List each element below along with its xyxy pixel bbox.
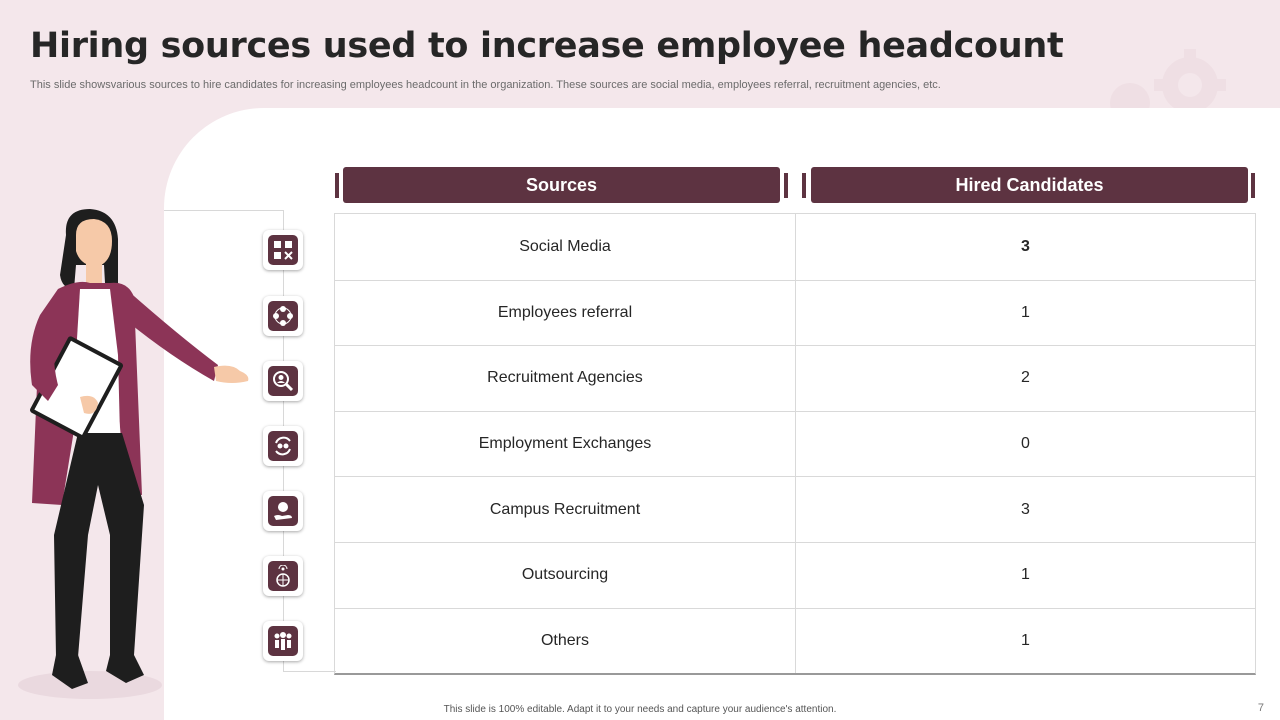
- slide-title: Hiring sources used to increase employee headcount: [30, 26, 1064, 66]
- source-icon-box: [263, 621, 303, 661]
- hiring-sources-table: [334, 213, 1256, 675]
- hired-count-cell: 1: [1021, 631, 1030, 649]
- social-media-icon: [272, 239, 294, 261]
- referral-network-icon: [272, 305, 294, 327]
- table-row: [335, 345, 1255, 411]
- header-tick: [802, 173, 806, 198]
- table-row: [335, 476, 1255, 542]
- hired-count-cell: 3: [1021, 500, 1030, 518]
- source-icon-box: [263, 361, 303, 401]
- table-row: [335, 608, 1255, 674]
- source-cell: Campus Recruitment: [335, 477, 796, 542]
- source-cell: Employees referral: [335, 281, 796, 346]
- connector-line-bottom: [284, 671, 336, 672]
- table-row: [335, 542, 1255, 608]
- slide-subtitle: This slide showsvarious sources to hire candidates for increasing employees headcount in the organization. These sources are social media, employees referral, recruitment agencies, etc.: [30, 79, 941, 91]
- hired-count-cell: 2: [1021, 369, 1030, 387]
- header-tick: [1251, 173, 1255, 198]
- globe-signal-icon: [272, 565, 294, 587]
- table-row: [335, 214, 1255, 280]
- hired-count-cell: 0: [1021, 435, 1030, 453]
- hired-candidates-header: Hired Candidates: [811, 167, 1248, 203]
- source-icon-box: [263, 426, 303, 466]
- header-tick: [784, 173, 788, 198]
- source-cell: Recruitment Agencies: [335, 346, 796, 411]
- page-number: 7: [1257, 702, 1264, 714]
- source-cell: Outsourcing: [335, 543, 796, 608]
- hired-count-cell: 1: [1021, 566, 1030, 584]
- source-icon-box: [263, 230, 303, 270]
- hired-count-cell: 3: [1021, 237, 1030, 255]
- footer-note: This slide is 100% editable. Adapt it to your needs and capture your audience's attention.: [443, 704, 837, 715]
- magnifier-person-icon: [272, 370, 294, 392]
- source-icon-box: [263, 556, 303, 596]
- hired-count-cell: 1: [1021, 303, 1030, 321]
- sources-header: Sources: [343, 167, 780, 203]
- gear-watermark-icon: [1090, 45, 1240, 115]
- source-cell: Others: [335, 609, 796, 674]
- source-icon-box: [263, 296, 303, 336]
- group-people-icon: [272, 630, 294, 652]
- table-row: [335, 411, 1255, 477]
- source-icon-box: [263, 491, 303, 531]
- source-cell: Employment Exchanges: [335, 412, 796, 477]
- table-row: [335, 280, 1255, 346]
- header-tick: [335, 173, 339, 198]
- exchange-people-icon: [272, 435, 294, 457]
- source-cell: Social Media: [335, 214, 796, 280]
- hand-person-icon: [272, 500, 294, 522]
